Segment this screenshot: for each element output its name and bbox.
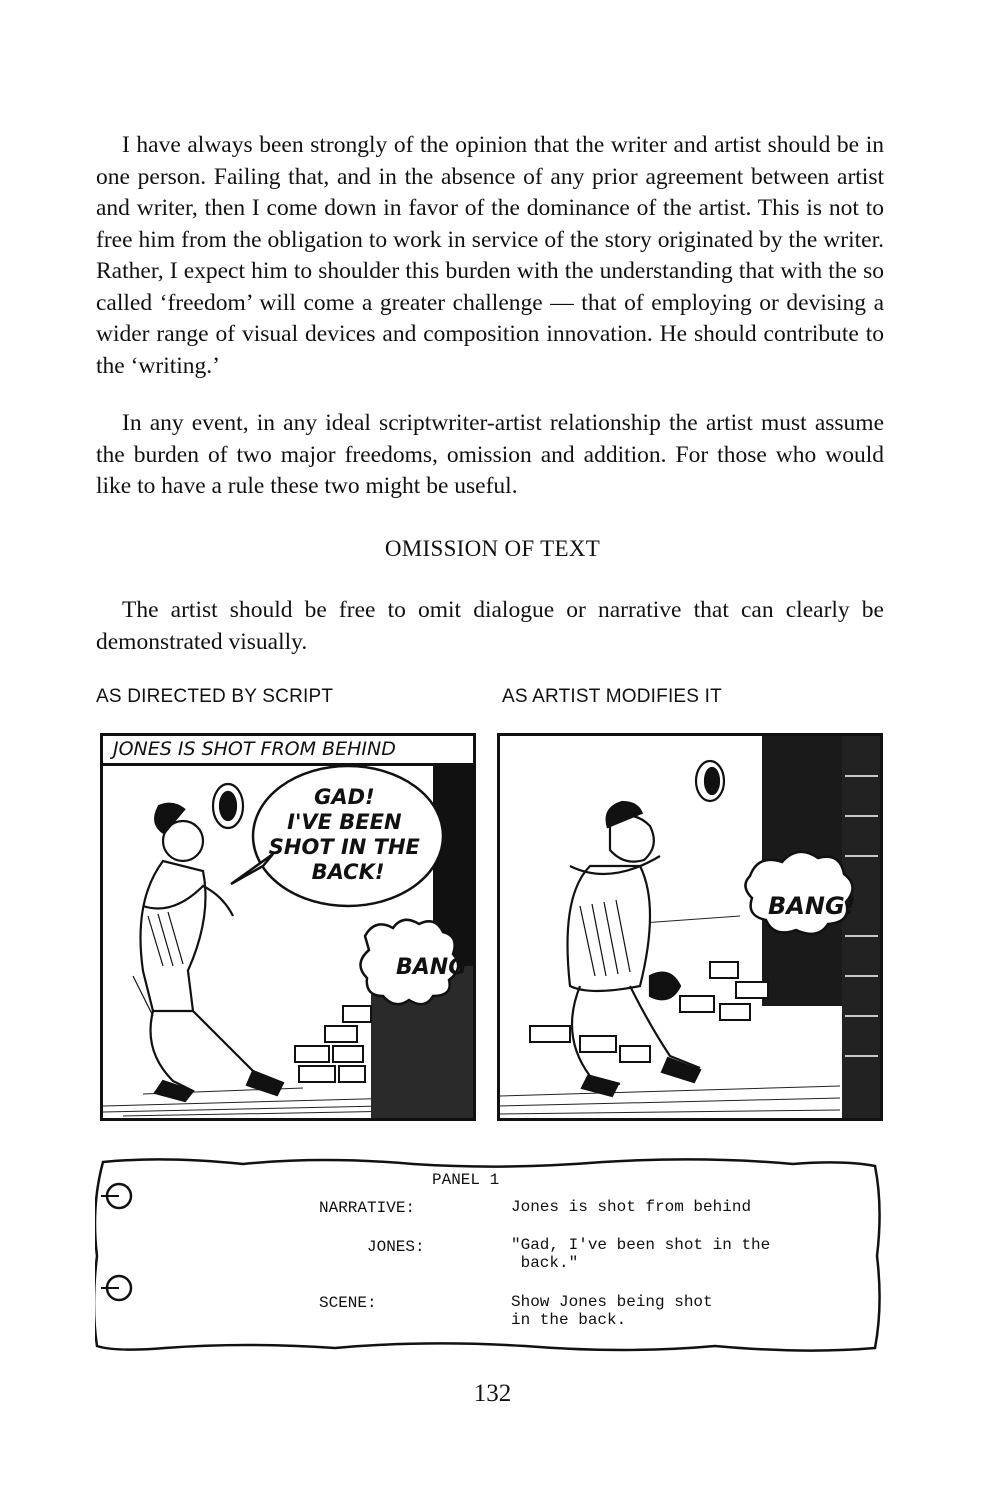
script-card [95,1148,890,1352]
script-panel-label: PANEL 1 [432,1171,500,1189]
panel-caption-box: JONES IS SHOT FROM BEHIND [103,736,473,766]
comic-panel-artist [497,733,883,1121]
caption-artist-modifies: AS ARTIST MODIFIES IT [502,686,722,707]
comic-illustration-right [500,736,880,1118]
script-value-scene-line1: Show Jones being shot [511,1293,713,1311]
flying-hat [696,761,724,801]
script-label-narrative: NARRATIVE: [319,1199,416,1217]
comic-panel-script [100,733,476,1121]
paragraph-intro: I have always been strongly of the opinion that the writer and artist should be in one person. Failing that, and in the absence of any prior agreement between artist and writer, then I come down in favor of the dominance of the artist. This is not to free him from the obligation to work in service of the story originated by the writer. Rather, I expect him to shoulder this burden with the understanding that with the so called ‘freedom’ will come a greater challenge — that of employing or devising a wider range of visual devices and composition innovation. He should contribute to the ‘writing.’ [96,132,884,379]
script-value-scene-line2: in the back. [511,1311,627,1329]
script-label-scene: SCENE: [319,1294,377,1312]
script-value-jones-line1: "Gad, I've been shot in the [511,1236,771,1254]
script-label-jones: JONES: [367,1238,425,1256]
comic-illustration-left [103,736,473,1118]
paragraph-omission: The artist should be free to omit dialogue or narrative that can clearly be demonstrated visually. [96,597,884,655]
page-number: 132 [473,1380,512,1407]
balloon-text: GAD! I'VE BEEN SHOT IN THE BACK! [268,785,420,884]
sound-effect-bang-right: BANG! [768,892,856,920]
caption-as-directed: AS DIRECTED BY SCRIPT [96,686,334,707]
section-heading: OMISSION OF TEXT [384,536,601,561]
script-value-jones-line2: back." [511,1254,579,1272]
sound-effect-bang: BANG [396,955,467,980]
script-value-narrative: Jones is shot from behind [511,1198,752,1216]
paragraph-freedoms: In any event, in any ideal scriptwriter-artist relationship the artist must assume the burden of two major freedoms, omission and addition. For those who would like to have a rule these two might be useful. [96,410,884,499]
